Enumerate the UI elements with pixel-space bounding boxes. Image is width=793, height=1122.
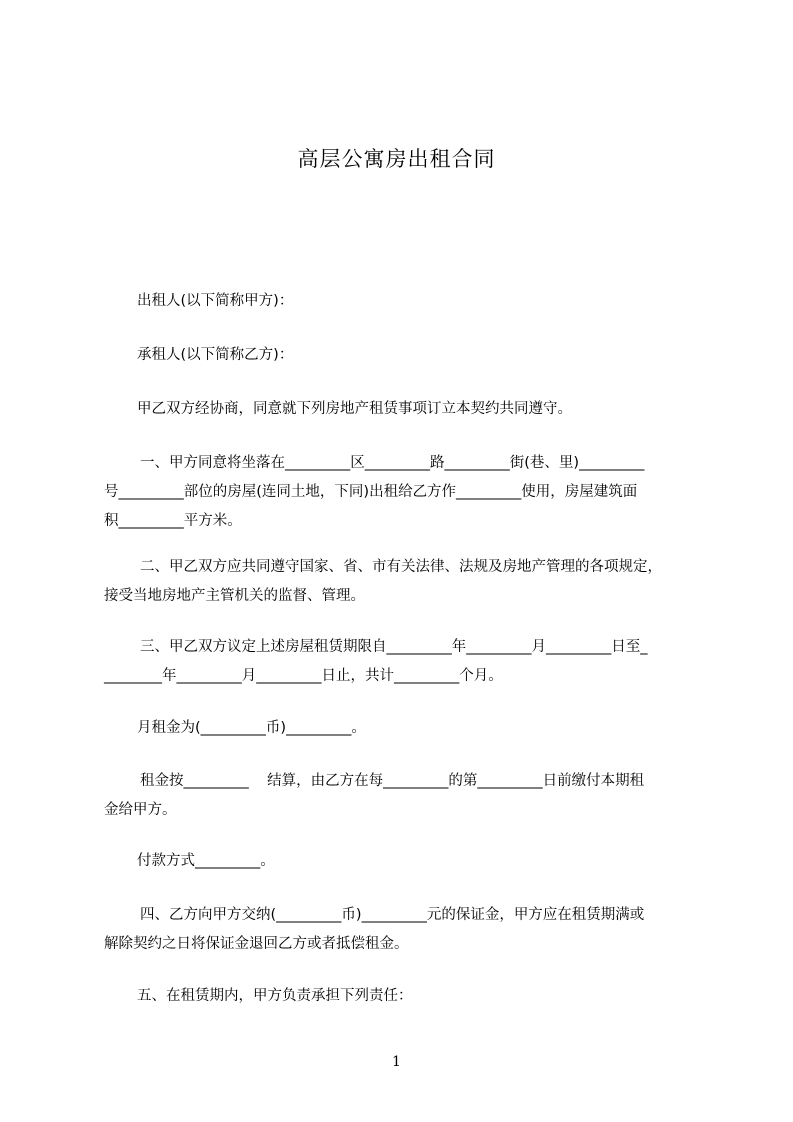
- paragraph-line: 付款方式_________。: [137, 853, 275, 869]
- paragraph-line: 三、甲乙双方议定上述房屋租赁期限自_________年_________月_________日至_: [140, 639, 648, 655]
- paragraph-line: 号_________部位的房屋(连同土地，下同)出租给乙方作_________使用，房屋建筑面: [104, 484, 638, 500]
- paragraph-line: 租金按_________ 结算，由乙方在每_________的第_________日前缴付本期租: [140, 773, 645, 789]
- paragraph-line: 出租人(以下简称甲方)：: [137, 293, 294, 309]
- paragraph-line: 承租人(以下简称乙方)：: [137, 347, 294, 363]
- paragraph-line: 解除契约之日将保证金退回乙方或者抵偿租金。: [104, 936, 409, 952]
- clause-1: [104, 449, 701, 536]
- page-number: 1: [392, 1054, 401, 1070]
- paragraph-payment-schedule: [104, 767, 702, 825]
- document-title: 高层公寓房出租合同: [297, 147, 496, 171]
- paragraph-line: 二、甲乙双方应共同遵守国家、省、市有关法律、法规及房地产管理的各项规定，: [140, 559, 662, 575]
- paragraph-line: 月租金为(_________币)_________。: [137, 720, 366, 736]
- paragraph-payment-method: [104, 847, 704, 876]
- paragraph-line: 接受当地房地产主管机关的监督、管理。: [104, 588, 365, 604]
- clause-2: [104, 553, 704, 611]
- clause-3: [104, 633, 702, 691]
- paragraph-line: 金给甲方。: [104, 802, 177, 818]
- paragraph-line: 甲乙双方经协商，同意就下列房地产租赁事项订立本契约共同遵守。: [137, 401, 572, 417]
- paragraph-lessor: [104, 287, 704, 316]
- paragraph-line: 一、甲方同意将坐落在_________区_________路_________街(巷、里)_________: [140, 455, 645, 471]
- paragraph-line: 五、在租赁期内，甲方负责承担下列责任：: [137, 988, 413, 1004]
- paragraph-lessee: [104, 341, 704, 370]
- clause-5: [104, 982, 704, 1011]
- paragraph-line: 积_________平方米。: [104, 513, 242, 529]
- paragraph-rent: [104, 714, 704, 743]
- paragraph-line: ________年_________月_________日止，共计_________个月。: [104, 668, 503, 684]
- clause-4: [104, 901, 702, 959]
- paragraph-line: 四、乙方向甲方交纳(_________币)_________元的保证金，甲方应在租赁期满或: [140, 907, 645, 923]
- paragraph-intro: [104, 395, 704, 424]
